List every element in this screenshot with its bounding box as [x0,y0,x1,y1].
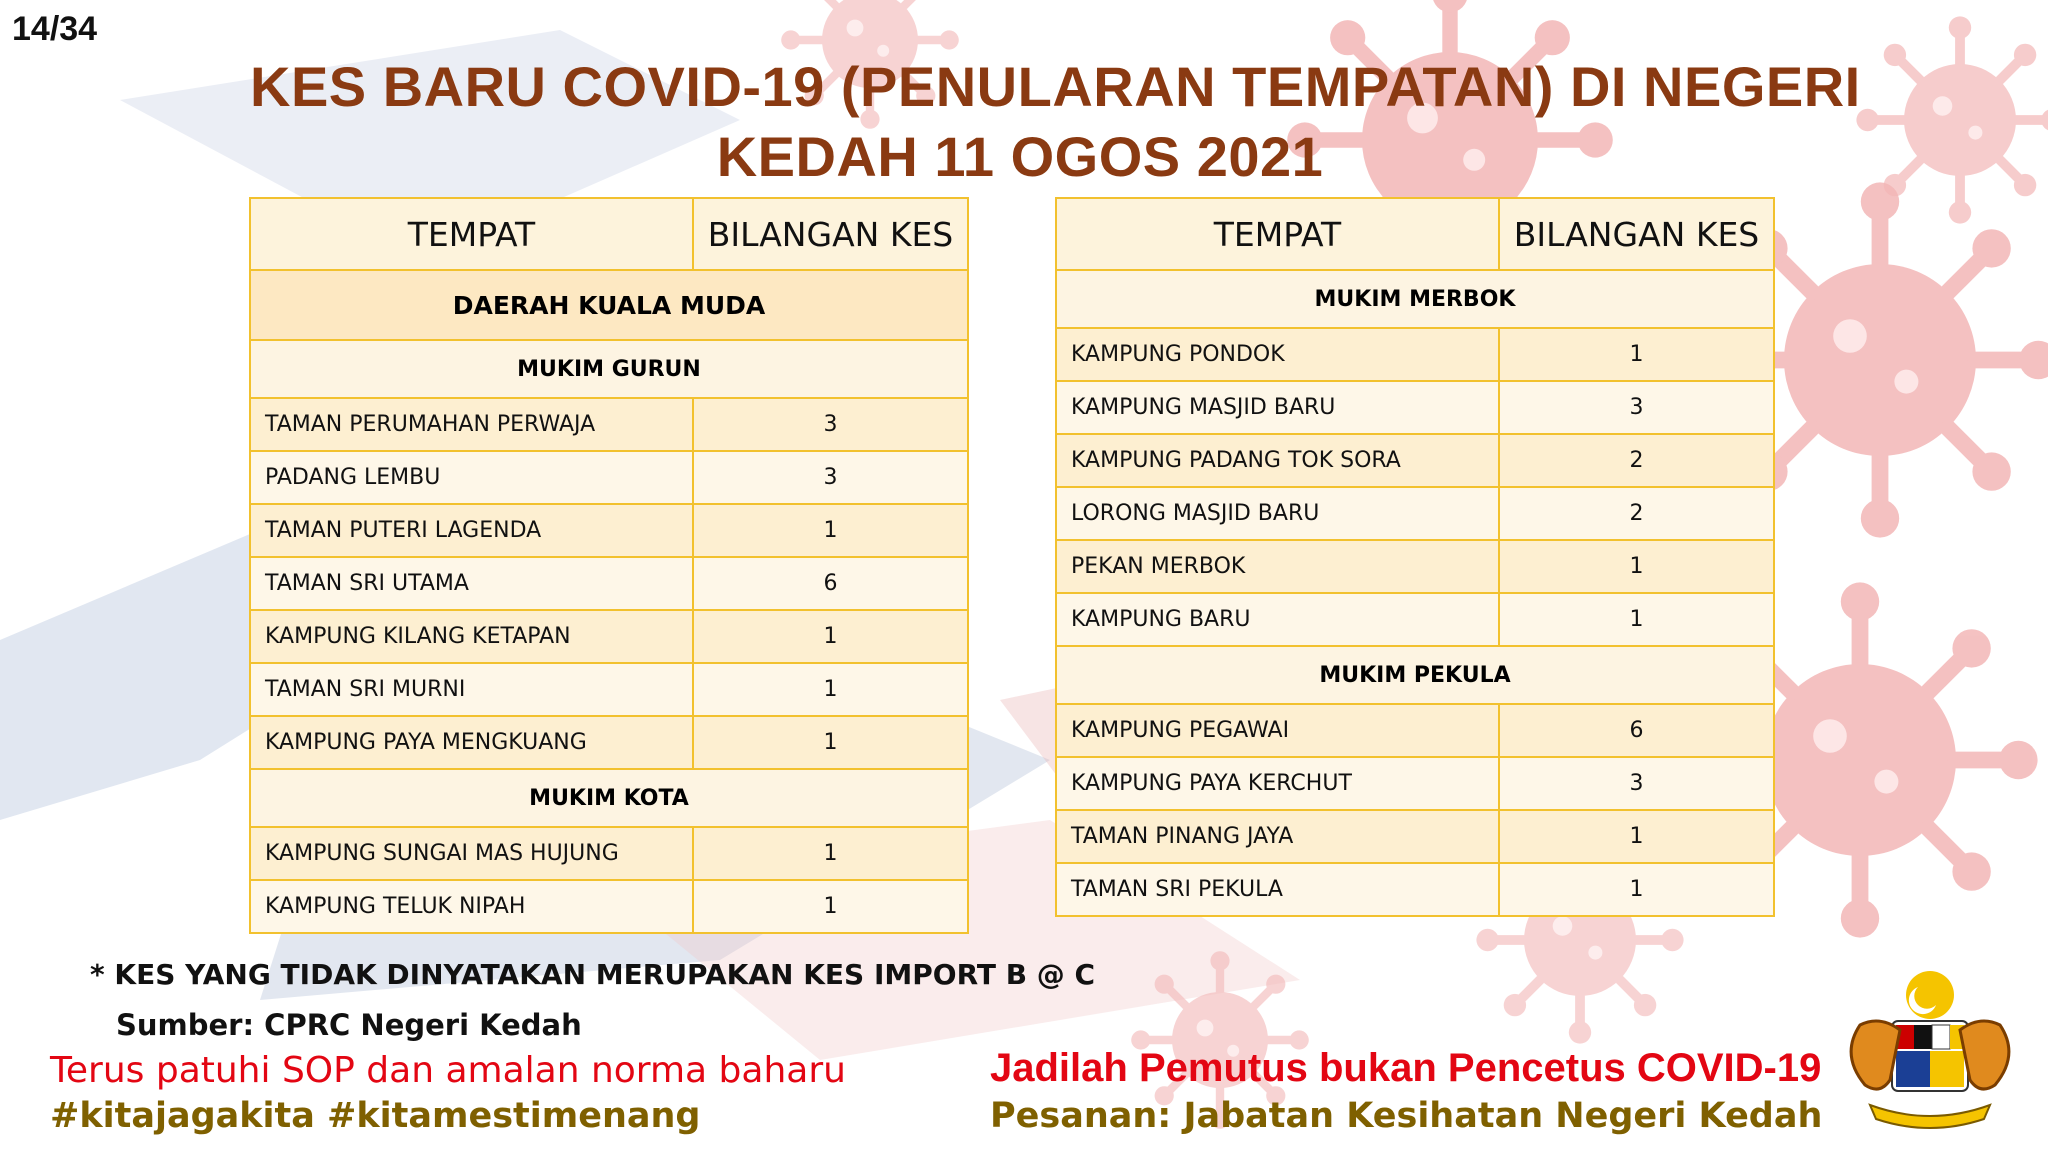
section-mukim-gurun: MUKIM GURUN [250,340,968,398]
place-cell: TAMAN PINANG JAYA [1056,810,1499,863]
place-cell: LORONG MASJID BARU [1056,487,1499,540]
count-cell: 1 [693,610,968,663]
table-row [1056,593,1774,646]
header-bilangan-kes: BILANGAN KES [693,198,968,270]
table-row [1056,863,1774,916]
count-cell: 1 [693,663,968,716]
place-cell: KAMPUNG PEGAWAI [1056,704,1499,757]
count-cell: 1 [1499,863,1774,916]
place-cell: TAMAN SRI PEKULA [1056,863,1499,916]
count-cell: 1 [1499,593,1774,646]
place-cell: TAMAN SRI MURNI [250,663,693,716]
header-tempat: TEMPAT [250,198,693,270]
left-cases-table [249,197,969,934]
place-cell: PEKAN MERBOK [1056,540,1499,593]
place-cell: KAMPUNG TELUK NIPAH [250,880,693,933]
place-cell: KAMPUNG KILANG KETAPAN [250,610,693,663]
place-cell: PADANG LEMBU [250,451,693,504]
table-row [250,716,968,769]
place-cell: TAMAN PERUMAHAN PERWAJA [250,398,693,451]
place-cell: KAMPUNG MASJID BARU [1056,381,1499,434]
title-line-2: KEDAH 11 OGOS 2021 [716,125,1324,188]
table-row [1056,487,1774,540]
place-cell: KAMPUNG PAYA MENGKUANG [250,716,693,769]
count-cell: 3 [1499,381,1774,434]
place-cell: KAMPUNG PAYA KERCHUT [1056,757,1499,810]
count-cell: 1 [693,504,968,557]
header-tempat: TEMPAT [1056,198,1499,270]
sop-reminder: Terus patuhi SOP dan amalan norma baharu [50,1050,846,1091]
right-cases-table [1055,197,1775,917]
section-mukim-kota: MUKIM KOTA [250,769,968,827]
table-row [250,504,968,557]
hashtags: #kitajagakita #kitamestimenang [50,1096,701,1136]
place-cell: KAMPUNG SUNGAI MAS HUJUNG [250,827,693,880]
place-cell: KAMPUNG PONDOK [1056,328,1499,381]
table-row [1056,381,1774,434]
slogan: Jadilah Pemutus bukan Pencetus COVID-19 [990,1046,1822,1090]
place-cell: TAMAN SRI UTAMA [250,557,693,610]
section-daerah-kuala-muda: DAERAH KUALA MUDA [250,270,968,340]
count-cell: 1 [693,827,968,880]
count-cell: 1 [1499,540,1774,593]
count-cell: 3 [693,451,968,504]
table-row [1056,328,1774,381]
page-title [250,52,1861,192]
malaysia-coat-of-arms-icon [1830,965,2030,1135]
place-cell: TAMAN PUTERI LAGENDA [250,504,693,557]
title-line-1: KES BARU COVID-19 (PENULARAN TEMPATAN) DI NEGERI [250,55,1861,118]
table-row [1056,810,1774,863]
table-row [250,610,968,663]
table-row [1056,704,1774,757]
count-cell: 2 [1499,434,1774,487]
import-cases-note: * KES YANG TIDAK DINYATAKAN MERUPAKAN KES IMPORT B @ C [90,958,1096,991]
message-source: Pesanan: Jabatan Kesihatan Negeri Kedah [990,1096,1823,1136]
count-cell: 6 [693,557,968,610]
section-mukim-pekula: MUKIM PEKULA [1056,646,1774,704]
table-row [250,398,968,451]
count-cell: 3 [693,398,968,451]
count-cell: 1 [693,880,968,933]
table-row [250,827,968,880]
count-cell: 6 [1499,704,1774,757]
table-row [1056,540,1774,593]
place-cell: KAMPUNG BARU [1056,593,1499,646]
table-row [250,557,968,610]
page-number: 14/34 [12,10,98,48]
table-row [250,663,968,716]
source-text: Sumber: CPRC Negeri Kedah [116,1008,582,1042]
table-row [1056,434,1774,487]
count-cell: 1 [1499,328,1774,381]
place-cell: KAMPUNG PADANG TOK SORA [1056,434,1499,487]
table-row [1056,757,1774,810]
count-cell: 2 [1499,487,1774,540]
section-mukim-merbok: MUKIM MERBOK [1056,270,1774,328]
table-row [250,880,968,933]
count-cell: 1 [1499,810,1774,863]
header-bilangan-kes: BILANGAN KES [1499,198,1774,270]
count-cell: 1 [693,716,968,769]
count-cell: 3 [1499,757,1774,810]
table-row [250,451,968,504]
